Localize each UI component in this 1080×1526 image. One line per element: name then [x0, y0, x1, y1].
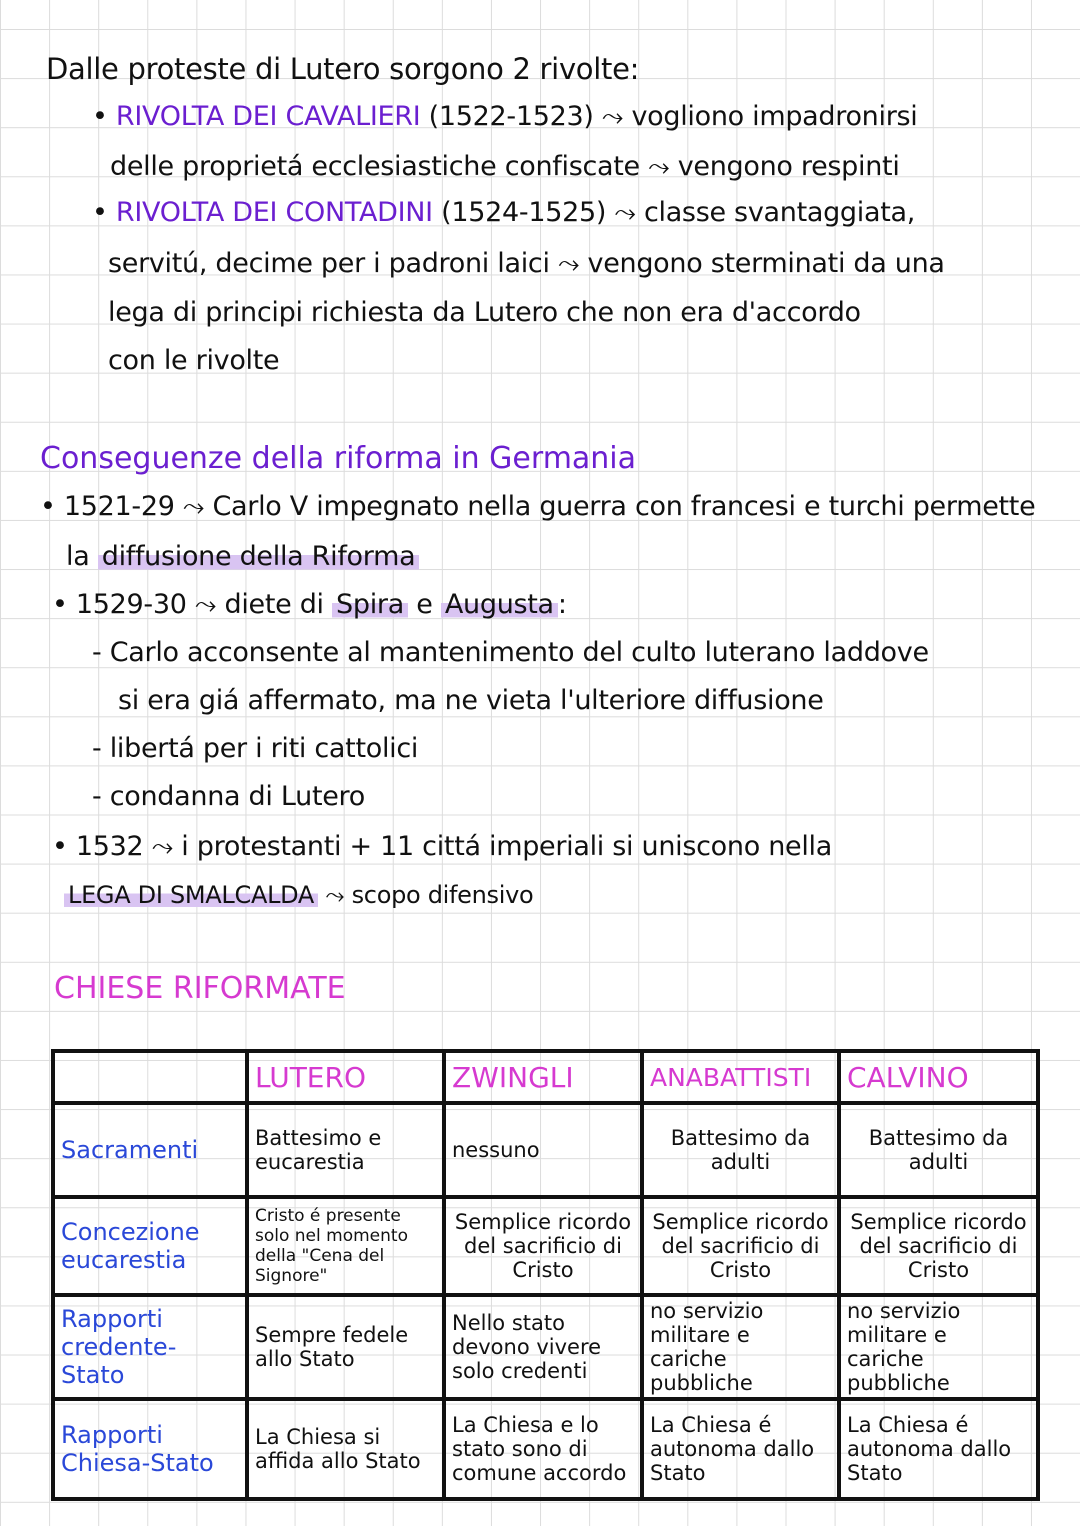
highlight-spira: Spira	[332, 589, 408, 620]
cell-calvino-sacramenti: Battesimo da adulti	[839, 1103, 1038, 1197]
rivolta-cavalieri-desc: (1522-1523) ⤳ vogliono impadronirsi	[420, 101, 918, 132]
bullet-rivolta-cavalieri	[92, 100, 917, 134]
rivolta-contadini-line3: lega di principi richiesta da Lutero che non era d'accordo	[108, 297, 861, 328]
header-anabattisti: ANABATTISTI	[642, 1051, 839, 1103]
rivolta-contadini-line2: servitú, decime per i padroni laici ⤳ vengono sterminati da una	[108, 248, 945, 279]
item-1532-line1: • 1532 ⤳ i protestanti + 11 cittá imperiali si uniscono nella	[52, 831, 832, 862]
rowhead-rapporti-chiesa-stato: Rapporti Chiesa-Stato	[53, 1399, 247, 1499]
cell-lutero-credente: Sempre fedele allo Stato	[247, 1295, 444, 1399]
rivolta-cavalieri-title: RIVOLTA DEI CAVALIERI	[115, 101, 421, 132]
bullet-rivolta-contadini	[92, 196, 915, 230]
header-zwingli: ZWINGLI	[444, 1051, 642, 1103]
cell-anabattisti-chiesa: La Chiesa é autonoma dallo Stato	[642, 1399, 839, 1499]
header-calvino: CALVINO	[839, 1051, 1038, 1103]
rowhead-concezione-eucarestia: Concezione eucarestia	[53, 1197, 247, 1295]
section-heading-conseguenze: Conseguenze della riforma in Germania	[40, 441, 637, 476]
cell-zwingli-concezione: Semplice ricordo del sacrificio di Cristo	[444, 1197, 642, 1295]
section-heading-chiese-riformate: CHIESE RIFORMATE	[54, 971, 346, 1006]
item-1521-line2	[66, 540, 419, 574]
table-row-sacramenti	[53, 1103, 1038, 1197]
cell-zwingli-sacramenti: nessuno	[444, 1103, 642, 1197]
item-1529-sub1-line1: - Carlo acconsente al mantenimento del culto luterano laddove	[92, 637, 929, 668]
header-empty	[53, 1051, 247, 1103]
cell-lutero-concezione: Cristo é presente solo nel momento della "Cena del Signore"	[247, 1197, 444, 1295]
cell-anabattisti-sacramenti: Battesimo da adulti	[642, 1103, 839, 1197]
item-1529-prefix: • 1529-30 ⤳ diete di	[52, 589, 333, 620]
rivolta-contadini-desc: (1524-1525) ⤳ classe svantaggiata,	[432, 197, 916, 228]
rivolta-cavalieri-line2: delle proprietá ecclesiastiche confiscate ⤳ vengono respinti	[110, 151, 900, 182]
highlight-augusta: Augusta	[441, 589, 558, 620]
item-1521-prefix: la	[66, 541, 98, 572]
rowhead-rapporti-credente-stato: Rapporti credente-Stato	[53, 1295, 247, 1399]
cell-calvino-chiesa: La Chiesa é autonoma dallo Stato	[839, 1399, 1038, 1499]
item-1532-rest: ⤳ scopo difensivo	[318, 881, 534, 909]
cell-calvino-credente: no servizio militare e cariche pubbliche	[839, 1295, 1038, 1399]
cell-lutero-sacramenti: Battesimo e eucarestia	[247, 1103, 444, 1197]
table-header-row	[53, 1051, 1038, 1103]
item-1521-line1: • 1521-29 ⤳ Carlo V impegnato nella guerra con francesi e turchi permette	[40, 491, 1036, 522]
table-row-concezione-eucarestia	[53, 1197, 1038, 1295]
cell-lutero-chiesa: La Chiesa si affida allo Stato	[247, 1399, 444, 1499]
rowhead-sacramenti: Sacramenti	[53, 1103, 247, 1197]
item-1532-line2	[64, 878, 533, 912]
item-1529-sub2: - libertá per i riti cattolici	[92, 733, 419, 764]
table-row-rapporti-chiesa-stato	[53, 1399, 1038, 1499]
item-1529-sub3: - condanna di Lutero	[92, 781, 365, 812]
rivolta-contadini-line4: con le rivolte	[108, 345, 280, 376]
highlight-lega-smalcalda: LEGA DI SMALCALDA	[64, 881, 318, 909]
cell-zwingli-credente: Nello stato devono vivere solo credenti	[444, 1295, 642, 1399]
cell-zwingli-chiesa: La Chiesa e lo stato sono di comune accordo	[444, 1399, 642, 1499]
cell-calvino-concezione: Semplice ricordo del sacrificio di Cristo	[839, 1197, 1038, 1295]
cell-anabattisti-concezione: Semplice ricordo del sacrificio di Cristo	[642, 1197, 839, 1295]
item-1529-line1	[52, 588, 567, 622]
header-lutero: LUTERO	[247, 1051, 444, 1103]
highlight-diffusione: diffusione della Riforma	[98, 541, 420, 572]
intro-text: Dalle proteste di Lutero sorgono 2 rivolte:	[46, 52, 640, 86]
chiese-riformate-table	[51, 1049, 1040, 1501]
bullet-dot: •	[92, 101, 116, 132]
item-1529-suffix: :	[557, 589, 567, 620]
bullet-dot: •	[92, 197, 116, 228]
item-1529-sub1-line2: si era giá affermato, ma ne vieta l'ulteriore diffusione	[118, 685, 824, 716]
table-row-rapporti-credente-stato	[53, 1295, 1038, 1399]
rivolta-contadini-title: RIVOLTA DEI CONTADINI	[115, 197, 433, 228]
item-1529-middle: e	[407, 589, 441, 620]
cell-anabattisti-credente: no servizio militare e cariche pubbliche	[642, 1295, 839, 1399]
